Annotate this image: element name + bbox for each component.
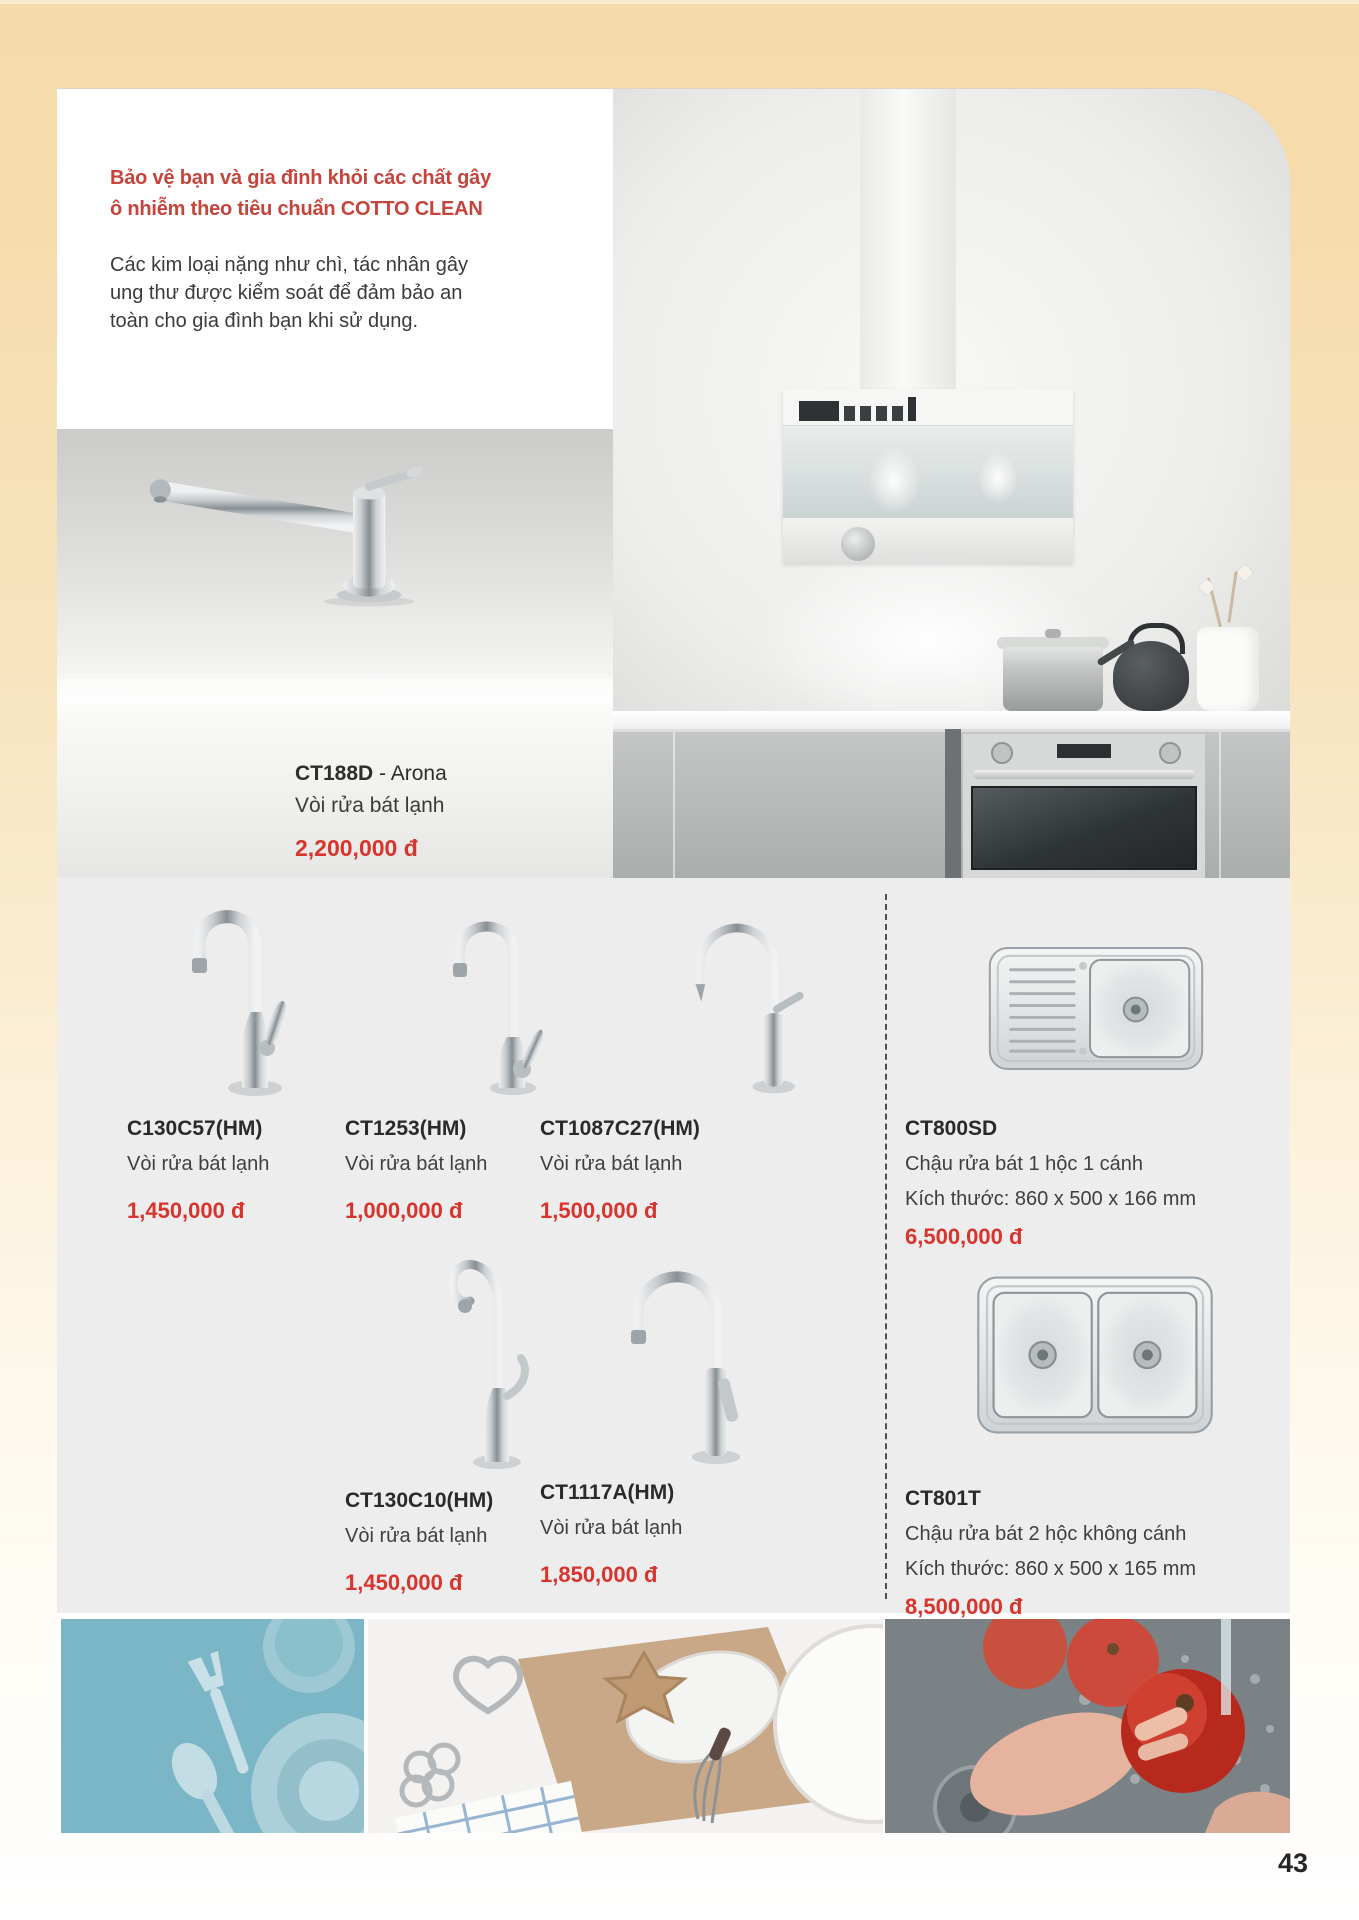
- product-image-ct800sd: [982, 944, 1210, 1078]
- product-info-ct1253: [345, 1116, 487, 1224]
- range-hood-top: [783, 389, 1073, 426]
- range-hood-chimney: [860, 89, 956, 395]
- content-card: [57, 88, 1290, 1833]
- product-description: Vòi rửa bát lạnh: [345, 1153, 488, 1175]
- product-info-ct130c10: [345, 1488, 493, 1596]
- hood-display: [799, 401, 839, 421]
- product-image-ct801t: [975, 1271, 1215, 1444]
- glass-glare: [868, 448, 920, 514]
- page-number: 43: [1278, 1848, 1309, 1878]
- featured-product-description: Vòi rửa bát lạnh: [295, 794, 445, 817]
- product-image-c130c57: [172, 892, 322, 1102]
- featured-product-title: [295, 759, 447, 789]
- lifestyle-photo-utensils: [61, 1619, 364, 1833]
- cabinet-seam: [1219, 732, 1221, 878]
- decor-flower: [1237, 565, 1254, 582]
- featured-product-name: - Arona: [373, 762, 447, 785]
- glass-glare: [978, 452, 1018, 504]
- hood-button: [892, 406, 903, 421]
- oven-door: [971, 786, 1197, 870]
- featured-product-price: 2,200,000 đ: [295, 835, 418, 861]
- cabinet-seam: [673, 732, 675, 878]
- product-code: CT1087C27(HM): [540, 1117, 700, 1140]
- product-price: 1,450,000 đ: [345, 1570, 463, 1595]
- product-description: Chậu rửa bát 2 hộc không cánh: [905, 1523, 1187, 1545]
- arc-faucet-icon: [680, 906, 825, 1096]
- product-price: 1,850,000 đ: [540, 1562, 658, 1587]
- pot-knob: [1045, 629, 1061, 638]
- intro-body: Các kim loại nặng như chì, tác nhân gây ung thư được kiểm soát để đảm bảo an toàn cho gia đình bạn khi sử dụng.: [110, 254, 469, 332]
- product-price: 6,500,000 đ: [905, 1224, 1023, 1249]
- products-section: [57, 878, 1290, 1619]
- countertop: [613, 711, 1290, 731]
- product-info-c130c57: [127, 1116, 269, 1224]
- product-code: CT801T: [905, 1487, 981, 1510]
- range-hood-glass: [783, 426, 1073, 518]
- featured-product-photo: [57, 429, 613, 878]
- hood-button: [908, 397, 916, 421]
- product-code: CT130C10(HM): [345, 1489, 494, 1512]
- decor-branch: [1227, 571, 1237, 623]
- product-image-ct1087c27: [680, 906, 825, 1101]
- hood-button: [860, 406, 871, 421]
- product-code: CT1253(HM): [345, 1117, 467, 1140]
- product-dimensions: Kích thước: 860 x 500 x 165 mm: [905, 1558, 1197, 1580]
- product-info-ct1117a: [540, 1480, 682, 1588]
- kitchen-photo: [613, 89, 1290, 878]
- product-description: Vòi rửa bát lạnh: [345, 1525, 488, 1547]
- single-bowl-sink-icon: [982, 944, 1210, 1073]
- featured-product-code: CT188D: [295, 762, 374, 785]
- oven-display: [1057, 744, 1111, 758]
- kettle: [1113, 641, 1189, 711]
- hood-button: [844, 406, 855, 421]
- lifestyle-photo-strip: [57, 1619, 1290, 1833]
- product-description: Vòi rửa bát lạnh: [540, 1517, 683, 1539]
- intro-heading: [110, 163, 491, 225]
- lifestyle-photo-apples: [885, 1619, 1290, 1833]
- intro-heading-line1: Bảo vệ bạn và gia đình khỏi các chất gây: [110, 167, 492, 189]
- arc-faucet-icon: [622, 1236, 772, 1466]
- hood-control-panel: [799, 397, 916, 421]
- cabinet-gap: [945, 729, 961, 878]
- product-code: C130C57(HM): [127, 1117, 263, 1140]
- product-price: 8,500,000 đ: [905, 1594, 1023, 1619]
- product-dimensions: Kích thước: 860 x 500 x 166 mm: [905, 1188, 1197, 1210]
- product-description: Chậu rửa bát 1 hộc 1 cánh: [905, 1153, 1143, 1175]
- flower-pitcher: [1197, 627, 1259, 711]
- cooking-pot: [1003, 647, 1103, 711]
- lifestyle-photo-baking: [368, 1619, 883, 1833]
- product-image-ct1117a: [622, 1236, 772, 1471]
- double-bowl-sink-icon: [975, 1271, 1215, 1439]
- product-info-ct800sd: [905, 1116, 1196, 1250]
- product-description: Vòi rửa bát lạnh: [127, 1153, 270, 1175]
- product-image-ct1253: [425, 901, 575, 1101]
- product-code: CT1117A(HM): [540, 1481, 675, 1504]
- page-top-edge: [0, 0, 1359, 4]
- gooseneck-faucet-icon: [172, 892, 322, 1097]
- product-price: 1,000,000 đ: [345, 1198, 463, 1223]
- product-description: Vòi rửa bát lạnh: [540, 1153, 683, 1175]
- product-code: CT800SD: [905, 1117, 998, 1140]
- oven-knob: [1159, 742, 1181, 764]
- counter-highlight: [57, 679, 613, 705]
- featured-product-info: [295, 759, 447, 862]
- oven-knob: [991, 742, 1013, 764]
- section-divider-dashed: [885, 894, 887, 1599]
- product-image-ct130c10: [425, 1226, 555, 1476]
- gooseneck-faucet-icon: [425, 901, 575, 1096]
- faucet-ct188d-image: [102, 441, 442, 626]
- hood-button: [876, 406, 887, 421]
- slim-gooseneck-faucet-icon: [425, 1226, 555, 1471]
- product-price: 1,450,000 đ: [127, 1198, 245, 1223]
- built-in-oven: [963, 734, 1205, 878]
- product-price: 1,500,000 đ: [540, 1198, 658, 1223]
- range-hood: [783, 389, 1073, 563]
- oven-handle: [973, 770, 1195, 779]
- product-info-ct801t: [905, 1486, 1196, 1620]
- intro-heading-line2: ô nhiễm theo tiêu chuẩn COTTO CLEAN: [110, 198, 483, 220]
- product-info-ct1087c27: [540, 1116, 700, 1224]
